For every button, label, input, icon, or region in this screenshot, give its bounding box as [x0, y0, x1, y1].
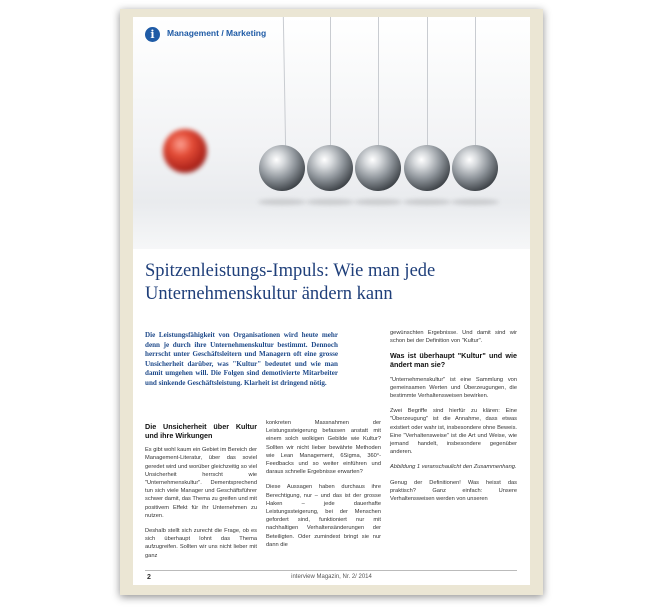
- silver-ball: [452, 145, 498, 191]
- ball-shadow: [451, 199, 499, 205]
- paragraph: "Unternehmenskultur" ist eine Sammlung von gemeinsamen Werten und Überzeugungen, die bestimmte Verhaltensweisen bewirken.: [390, 376, 517, 399]
- cradle-string: [378, 17, 379, 151]
- paragraph: Zwei Begriffe sind hierfür zu klären: Eine "Überzeugung" ist die Annahme, dass etwas existiert oder wahr ist, insbesondere ohne Beweis. Eine "Verhaltensweise" ist die Art und Weise, wie jemand handelt, insbesondere gegenüber anderen.: [390, 408, 517, 456]
- text-column-3: [390, 329, 517, 510]
- ball-shadow: [258, 199, 306, 205]
- page-number: 2: [147, 574, 151, 581]
- silver-ball: [355, 145, 401, 191]
- ball-shadow: [354, 199, 402, 205]
- magazine-page: [133, 17, 530, 585]
- paragraph: Genug der Definitionen! Was heisst das praktisch? Ganz einfach: Unsere Verhaltensweisen werden von unseren: [390, 479, 517, 503]
- silver-ball: [307, 145, 353, 191]
- cradle-string: [475, 17, 476, 151]
- article-intro: Die Leistungsfähigkeit von Organisationen wird heute mehr denn je durch ihre Unternehmenskultur bestimmt. Dennoch herrscht unter Geschäftsleitern und Managern oft eine grosse Unsicherheit darüber, was "Kultur" bedeutet und wie man damit umgehen will. Die Folgen sind demotivierte Mitarbeiter und sinkende Geschäftsleistung. Klarheit ist dringend nötig.: [145, 331, 338, 387]
- footer-divider: [145, 570, 517, 571]
- info-logo-icon: i: [145, 27, 160, 42]
- ball-shadow: [403, 199, 451, 205]
- paragraph: Diese Aussagen haben durchaus ihre Berechtigung, nur – und das ist der grosse Haken – jede dauerhafte Leistungssteigerung, bei der Menschen gefordert sind, funktioniert nur mit nachhaltigen Verhaltensänderungen der Beteiligten. Oder zumindest bringt sie nur dann die: [266, 484, 381, 548]
- section-heading: Die Unsicherheit über Kultur und ihre Wirkungen: [145, 422, 257, 440]
- text-column-2: [266, 419, 381, 556]
- silver-ball: [404, 145, 450, 191]
- paragraph: Deshalb stellt sich zurecht die Frage, ob es sich überhaupt lohnt das Thema aufzugreifen. Sollten wir uns nicht lieber mit ganz: [145, 528, 257, 559]
- paragraph: konkreten Massnahmen der Leistungssteigerung befassen anstatt mit einem solch wolkigen Gebilde wie Kultur? Sollten wir nicht lieber bewährte Methoden wie Lean Management, 6Sigma, 360°-Feedbacks und so weiter einführen und daraus schnelle Ergebnisse erwarten?: [266, 420, 381, 476]
- section-heading: Was ist überhaupt "Kultur" und wie ändert man sie?: [390, 351, 517, 369]
- article-title: Spitzenleistungs-Impuls: Wie man jede Unternehmenskultur ändern kann: [145, 261, 436, 304]
- red-ball-in-motion: [163, 129, 207, 173]
- newtons-cradle-image: [133, 17, 530, 249]
- ball-shadow: [306, 199, 354, 205]
- text-column-1: [145, 423, 257, 567]
- paragraph: Es gibt wohl kaum ein Gebiet im Bereich der Management-Literatur, über das soviel geredet wird und worüber gleichzeitig so viel Unsicherheit herrscht wie "Unternehmenskultur". Dementsprechend tun sich viele Manager und Geschäftsführer schwer damit, das Thema zu greifen und mit positivem Effekt für ihr Unternehmen zu nutzen.: [145, 447, 257, 519]
- paragraph: gewünschten Ergebnisse. Und damit sind wir schon bei der Definition von "Kultur".: [390, 330, 517, 345]
- silver-ball: [259, 145, 305, 191]
- magazine-footer: interview Magazin, Nr. 2/ 2014: [291, 574, 372, 580]
- cradle-string: [330, 17, 331, 151]
- cradle-string: [427, 17, 428, 151]
- category-label: Management / Marketing: [167, 28, 267, 38]
- figure-reference: Abbildung 1 veranschaulicht den Zusammenhang.: [390, 464, 517, 471]
- cradle-string: [283, 17, 286, 151]
